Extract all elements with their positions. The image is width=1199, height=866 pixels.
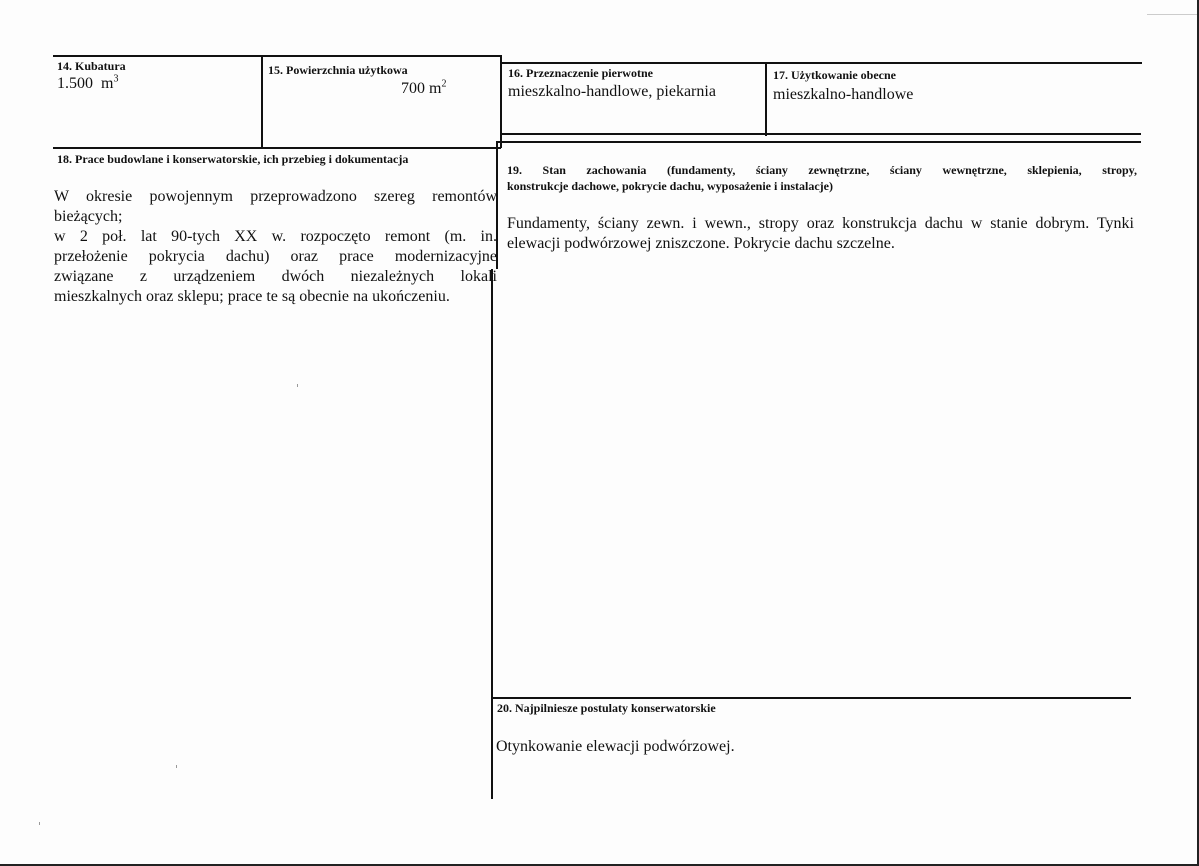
- field-19-text: [507, 214, 1134, 254]
- scan-speck: [176, 765, 177, 768]
- field-18-line: przełożenie pokrycia dachu) oraz prace modernizacyjne: [54, 248, 497, 265]
- field-19-label-line: 19. Stan zachowania (fundamenty, ściany zewnętrzne, ściany wewnętrzne, sklepienia, stropy,: [507, 163, 1137, 177]
- field-18-line: związane z urządzeniem dwóch niezależnych lokali: [54, 268, 497, 285]
- field-20-value: Otynkowanie elewacji podwórzowej.: [496, 738, 735, 755]
- field-18-label: 18. Prace budowlane i konserwatorskie, ich przebieg i dokumentacja: [57, 152, 409, 166]
- field-19-line: Fundamenty, ściany zewn. i wewn., stropy oraz konstrukcja dachu w stanie dobrym. Tynki: [507, 215, 1134, 232]
- field-19-label: [507, 162, 1137, 194]
- rule-under-16-17: [501, 133, 1141, 135]
- volume-unit: m: [101, 75, 114, 92]
- area-number: 700: [401, 80, 425, 97]
- rule-top-left: [53, 55, 501, 57]
- area-unit-exponent: 2: [441, 78, 447, 90]
- field-18-line: w 2 poł. lat 90-tych XX w. rozpoczęto remont (m. in.: [54, 228, 497, 245]
- field-18-line: mieszkalnych oraz sklepu; prace te są obecnie na ukończeniu.: [54, 288, 450, 305]
- field-18-line: W okresie powojennym przeprowadzono szereg remontów: [54, 188, 497, 205]
- volume-number: 1.500: [57, 75, 93, 92]
- field-14-value: [57, 74, 118, 93]
- field-17-label: 17. Użytkowanie obecne: [773, 68, 896, 82]
- rule-above-20: [492, 697, 1131, 699]
- field-19-line: elewacji podwórzowej zniszczone. Pokrycie dachu szczelne.: [507, 235, 895, 252]
- field-17-value: mieszkalno-handlowe: [773, 86, 914, 103]
- field-16-label: 16. Przeznaczenie pierwotne: [508, 66, 653, 80]
- field-18-line: bieżących;: [54, 208, 123, 225]
- field-20-label: 20. Najpilniesze postulaty konserwatorskie: [497, 701, 716, 715]
- field-19-label-line: konstrukcje dachowe, pokrycie dachu, wyposażenie i instalacje): [507, 179, 833, 193]
- rule-top-right: [501, 62, 1142, 64]
- field-16-value: mieszkalno-handlowe, piekarnia: [508, 83, 716, 100]
- field-14-label: 14. Kubatura: [57, 59, 126, 73]
- volume-unit-exponent: 3: [113, 73, 119, 85]
- rule-v-16-17: [765, 62, 767, 136]
- field-15-label: 15. Powierzchnia użytkowa: [268, 63, 408, 77]
- area-unit: m: [429, 80, 442, 97]
- rule-mid-right: [497, 141, 1141, 143]
- rule-v-main-lower: [491, 269, 493, 799]
- scan-speck: [297, 384, 298, 387]
- field-18-text: [54, 187, 497, 307]
- scan-speck: [39, 822, 40, 825]
- rule-mid-left: [53, 147, 501, 149]
- rule-v-14-15: [261, 55, 263, 148]
- scan-edge-mark: [1147, 0, 1197, 15]
- field-15-value: [401, 79, 446, 98]
